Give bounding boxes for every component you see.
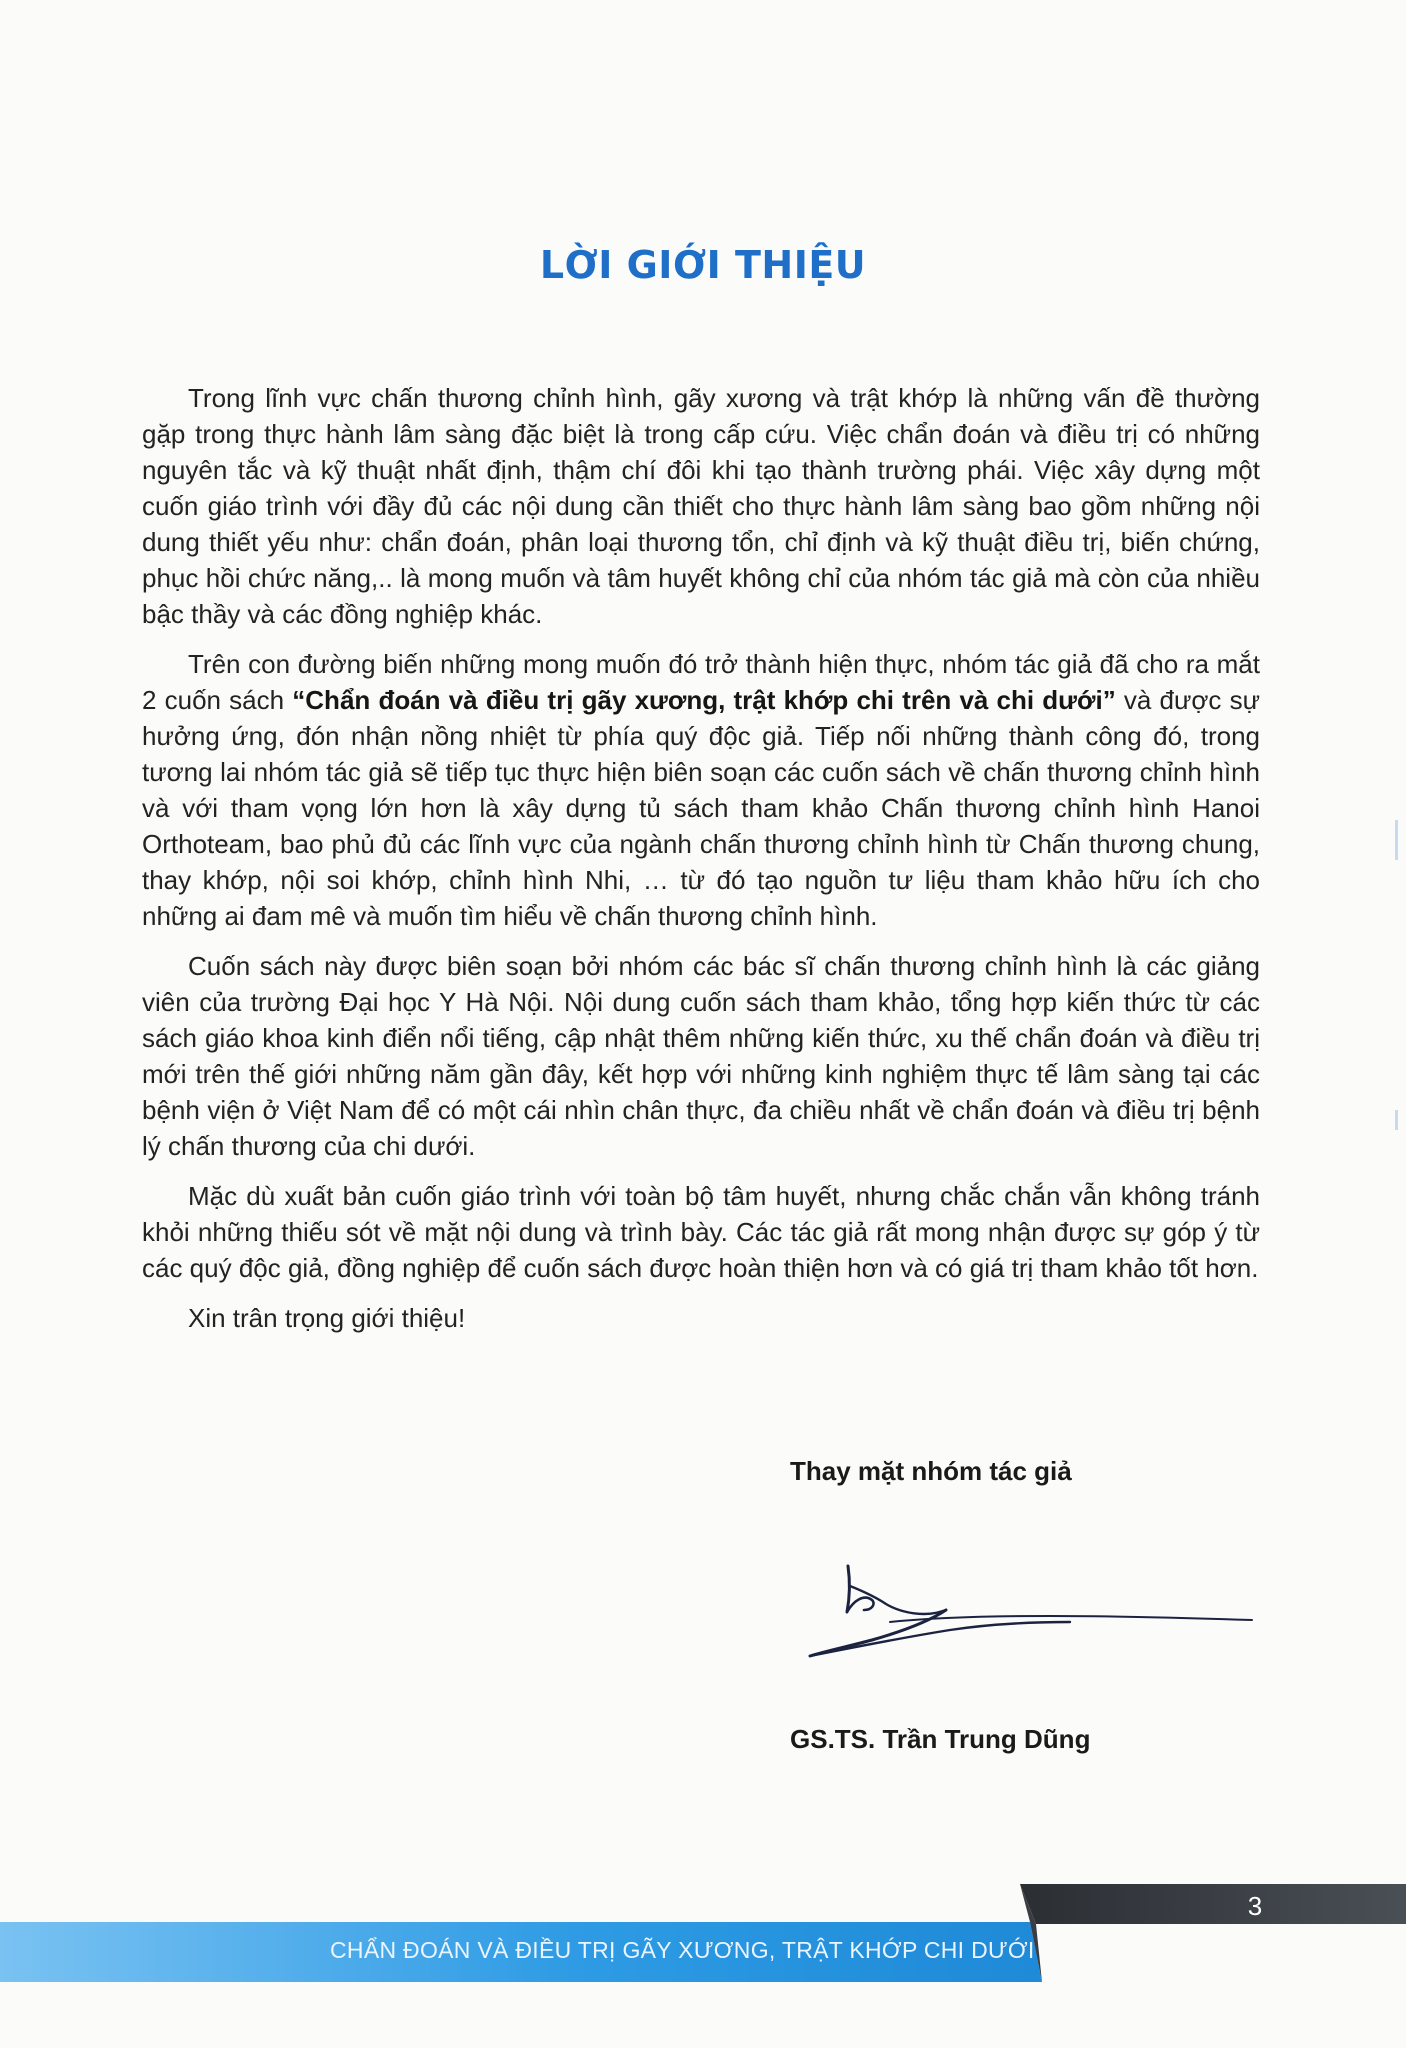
handwritten-signature (790, 1560, 1260, 1690)
paragraph-2-text-end: và được sự hưởng ứng, đón nhận nồng nhiệt từ phía quý độc giả. Tiếp nối những thành công đó, trong tương lai nhóm tác giả sẽ tiếp tục thực hiện biên soạn các cuốn sách về chấn thương chỉnh hình và với tham vọng lớn hơn là xây dựng tủ sách tham khảo Chấn thương chỉnh hình Hanoi Orthoteam, bao phủ đủ các lĩnh vực của ngành chấn thương chỉnh hình từ Chấn thương chung, thay khớp, nội soi khớp, chỉnh hình Nhi, … từ đó tạo nguồn tư liệu tham khảo hữu ích cho những ai đam mê và muốn tìm hiểu về chấn thương chỉnh hình. (142, 685, 1261, 931)
footer-book-title: CHẨN ĐOÁN VÀ ĐIỀU TRỊ GÃY XƯƠNG, TRẬT KHỚP CHI DƯỚI (330, 1937, 1035, 1963)
edge-mark (1395, 820, 1398, 860)
paragraph-2 (142, 646, 1260, 934)
paragraph-3: Cuốn sách này được biên soạn bởi nhóm các bác sĩ chấn thương chỉnh hình là các giảng viên của trường Đại học Y Hà Nội. Nội dung cuốn sách tham khảo, tổng hợp kiến thức từ các sách giáo khoa kinh điển nổi tiếng, cập nhật thêm những kiến thức, xu thế chẩn đoán và điều trị mới trên thế giới những năm gần đây, kết hợp với những kinh nghiệm thực tế lâm sàng tại các bệnh viện ở Việt Nam để có một cái nhìn chân thực, đa chiều nhất về chẩn đoán và điều trị bệnh lý chấn thương của chi dưới. (142, 951, 1260, 1161)
paragraph-1: Trong lĩnh vực chấn thương chỉnh hình, gãy xương và trật khớp là những vấn đề thường gặp trong thực hành lâm sàng đặc biệt là trong cấp cứu. Việc chẩn đoán và điều trị có những nguyên tắc và kỹ thuật nhất định, thậm chí đôi khi tạo thành trường phái. Việc xây dựng một cuốn giáo trình với đầy đủ các nội dung cần thiết cho thực hành lâm sàng bao gồm những nội dung thiết yếu như: chẩn đoán, phân loại thương tổn, chỉ định và kỹ thuật điều trị, biến chứng, phục hồi chức năng,.. là mong muốn và tâm huyết không chỉ của nhóm tác giả mà còn của nhiều bậc thầy và các đồng nghiệp khác. (142, 383, 1260, 629)
edge-mark (1395, 1110, 1398, 1130)
page-title: LỜI GIỚI THIỆU (539, 243, 867, 287)
book-series-title: “Chẩn đoán và điều trị gãy xương, trật khớp chi trên và chi dưới” (292, 685, 1116, 715)
paragraph-2-text-start: Trên con đường biến những mong muốn đó trở thành hiện thực, nhóm tác giả đã cho ra mắt 2 cuốn sách (142, 649, 1260, 715)
closing-line: Xin trân trọng giới thiệu! (188, 1303, 466, 1333)
signer-name: GS.TS. Trần Trung Dũng (790, 1724, 1091, 1754)
paragraph-4: Mặc dù xuất bản cuốn giáo trình với toàn bộ tâm huyết, nhưng chắc chắn vẫn không tránh khỏi những thiếu sót về mặt nội dung và trình bày. Các tác giả rất mong nhận được sự góp ý từ các quý độc giả, đồng nghiệp để cuốn sách được hoàn thiện hơn và có giá trị tham khảo tốt hơn. (142, 1181, 1260, 1283)
intro-body (142, 380, 1260, 1336)
signer-role: Thay mặt nhóm tác giả (790, 1456, 1072, 1486)
page-number: 3 (1247, 1891, 1263, 1921)
footer-dark-tab (1020, 1884, 1406, 1924)
